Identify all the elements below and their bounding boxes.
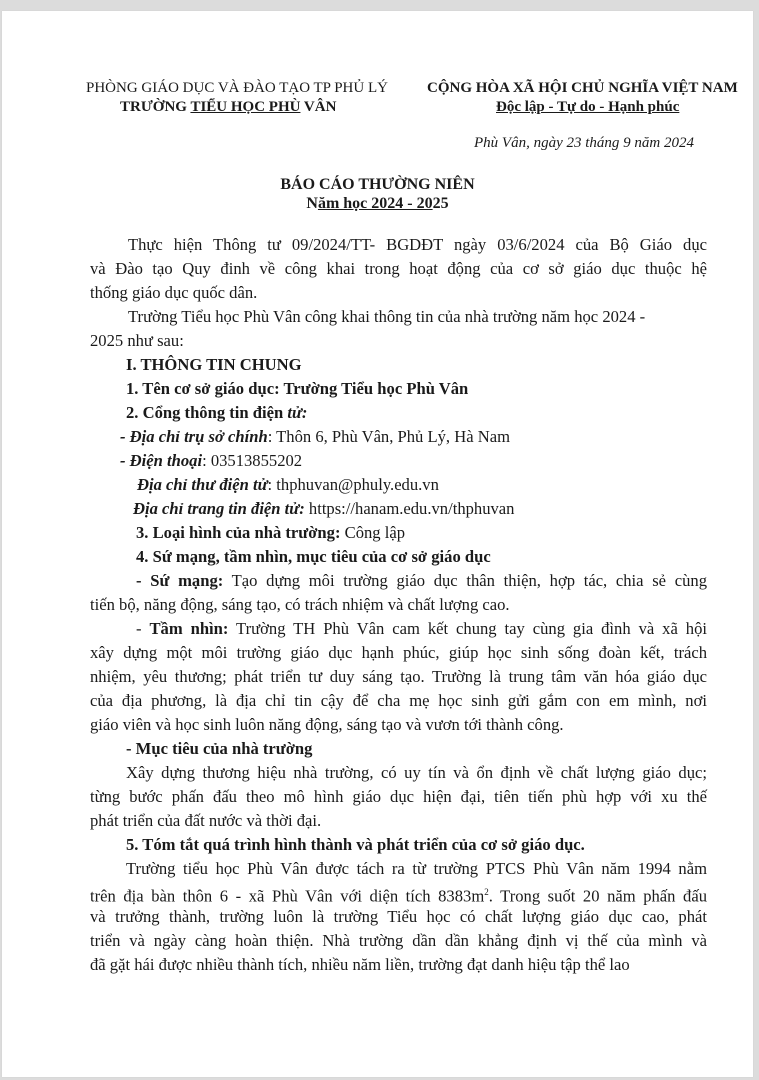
mission-line (136, 571, 707, 590)
address-row (120, 427, 510, 446)
intro-line: thống giáo dục quốc dân. (90, 283, 258, 302)
intro-line: Thực hiện Thông tư 09/2024/TT- BGDĐT ngày 03/6/2024 của Bộ Giáo dục (128, 235, 707, 254)
subtitle-part-3: 25 (432, 195, 449, 212)
national-motto: Độc lập - Tự do - Hạnh phúc (496, 99, 680, 115)
report-subtitle (2, 194, 753, 213)
section-heading: I. THÔNG TIN CHUNG (126, 355, 302, 374)
department-name: PHÒNG GIÁO DỤC VÀ ĐÀO TẠO TP PHỦ LÝ (86, 80, 388, 96)
email-value: : thphuvan@phuly.edu.vn (267, 475, 439, 494)
superscript: 2 (484, 887, 489, 897)
document-page (2, 11, 753, 1077)
phone-label: - Điện thoại (120, 451, 203, 470)
section-item-4: 4. Sứ mạng, tầm nhìn, mục tiêu của cơ sở giáo dục (136, 547, 491, 566)
goal-label: - Mục tiêu của nhà trường (126, 739, 313, 758)
phone-row (120, 451, 302, 470)
history-line: đã gặt hái được nhiều thành tích, nhiều năm liền, trường đạt danh hiệu tập thể lao (90, 955, 630, 974)
school-name-underlined: TIỂU HỌC PHÙ (190, 99, 301, 115)
vision-line (136, 619, 707, 638)
section-item-5: 5. Tóm tắt quá trình hình thành và phát triển của cơ sở giáo dục. (126, 835, 585, 854)
item-2-label: 2. Cổng thông tin điện (126, 403, 288, 422)
intro-line: và Đào tạo Quy đinh về công khai trong hoạt động của cơ sở giáo dục thuộc hệ (90, 259, 707, 278)
document-date: Phù Vân, ngày 23 tháng 9 năm 2024 (474, 135, 694, 151)
vision-line: xây dựng một môi trường giáo dục hạnh phúc, giúp học sinh sống đoàn kết, trách (90, 643, 707, 662)
school-type-label: 3. Loại hình của nhà trường: (136, 523, 341, 542)
vision-dash: - (136, 619, 150, 638)
vision-line: nhiệm, yêu thương; phát triển tư duy sáng tạo. Trường là trung tâm văn hóa giáo dục (90, 667, 707, 686)
history-text: . Trong suốt 20 năm phấn đấu (488, 886, 707, 906)
school-name-prefix: TRƯỜNG (120, 99, 191, 115)
mission-line: tiến bộ, năng động, sáng tạo, có trách nhiệm và chất lượng cao. (90, 595, 510, 614)
history-line (90, 883, 707, 906)
vision-line: giáo viên và học sinh luôn năng động, sáng tạo và vươn tới thành công. (90, 715, 564, 734)
email-label: Địa chỉ thư điện tử (137, 475, 268, 494)
school-type-value: Công lập (340, 523, 406, 542)
history-line: Trường tiểu học Phù Vân được tách ra từ trường PTCS Phù Vân năm 1994 nằm (126, 859, 707, 878)
section-item-3 (136, 523, 405, 542)
intro-line: 2025 như sau: (90, 331, 184, 350)
mission-label: - Sứ mạng: (136, 571, 224, 590)
vision-label: Tầm nhìn: (149, 619, 229, 638)
vision-line: của địa phương, là địa chỉ tin cậy để cha mẹ học sinh gửi gắm con em mình, nơi (90, 691, 707, 710)
intro-line: Trường Tiểu học Phù Vân công khai thông tin của nhà trường năm học 2024 - (128, 307, 646, 326)
goal-line: Xây dựng thương hiệu nhà trường, có uy tín và ổn định về chất lượng giáo dục; (126, 763, 707, 782)
school-name (120, 98, 336, 116)
section-item-1: 1. Tên cơ sở giáo dục: Trường Tiểu học Phù Vân (126, 379, 469, 398)
subtitle-part-2: ăm học 2024 - 20 (317, 195, 433, 212)
history-text: trên địa bàn thôn 6 - xã Phù Vân với diện tích 8383m (90, 886, 485, 906)
website-value: https://hanam.edu.vn/thphuvan (304, 499, 515, 518)
school-name-suffix: VÂN (300, 99, 337, 115)
address-value: : Thôn 6, Phù Vân, Phủ Lý, Hà Nam (267, 427, 510, 446)
phone-value: : 03513855202 (202, 451, 303, 470)
national-title: CỘNG HÒA XÃ HỘI CHỦ NGHĨA VIỆT NAM (427, 80, 738, 96)
website-label: Địa chỉ trang tin điện tử: (133, 499, 305, 518)
goal-line: từng bước phấn đấu theo mô hình giáo dục hiện đại, tiên tiến phù hợp với xu thế (90, 787, 707, 806)
mission-text: Tạo dựng môi trường giáo dục thân thiện, hợp tác, chia sẻ cùng (223, 571, 708, 590)
item-2-label-italic: tử: (287, 403, 308, 422)
address-label: - Địa chỉ trụ sở chính (120, 427, 268, 446)
goal-line: phát triển của đất nước và thời đại. (90, 811, 322, 830)
history-line: triển và ngày càng hoàn thiện. Nhà trường dần dần khẳng định vị thế của mình và (90, 931, 707, 950)
vision-text: Trường TH Phù Vân cam kết chung tay cùng gia đình và xã hội (228, 619, 707, 638)
report-title: BÁO CÁO THƯỜNG NIÊN (280, 176, 475, 193)
email-row (137, 475, 439, 494)
website-row (133, 499, 514, 518)
history-line: và trưởng thành, trường luôn là trường Tiểu học có chất lượng giáo dục cao, phát (90, 907, 707, 926)
subtitle-part-1: N (306, 195, 318, 212)
section-item-2 (126, 403, 307, 422)
